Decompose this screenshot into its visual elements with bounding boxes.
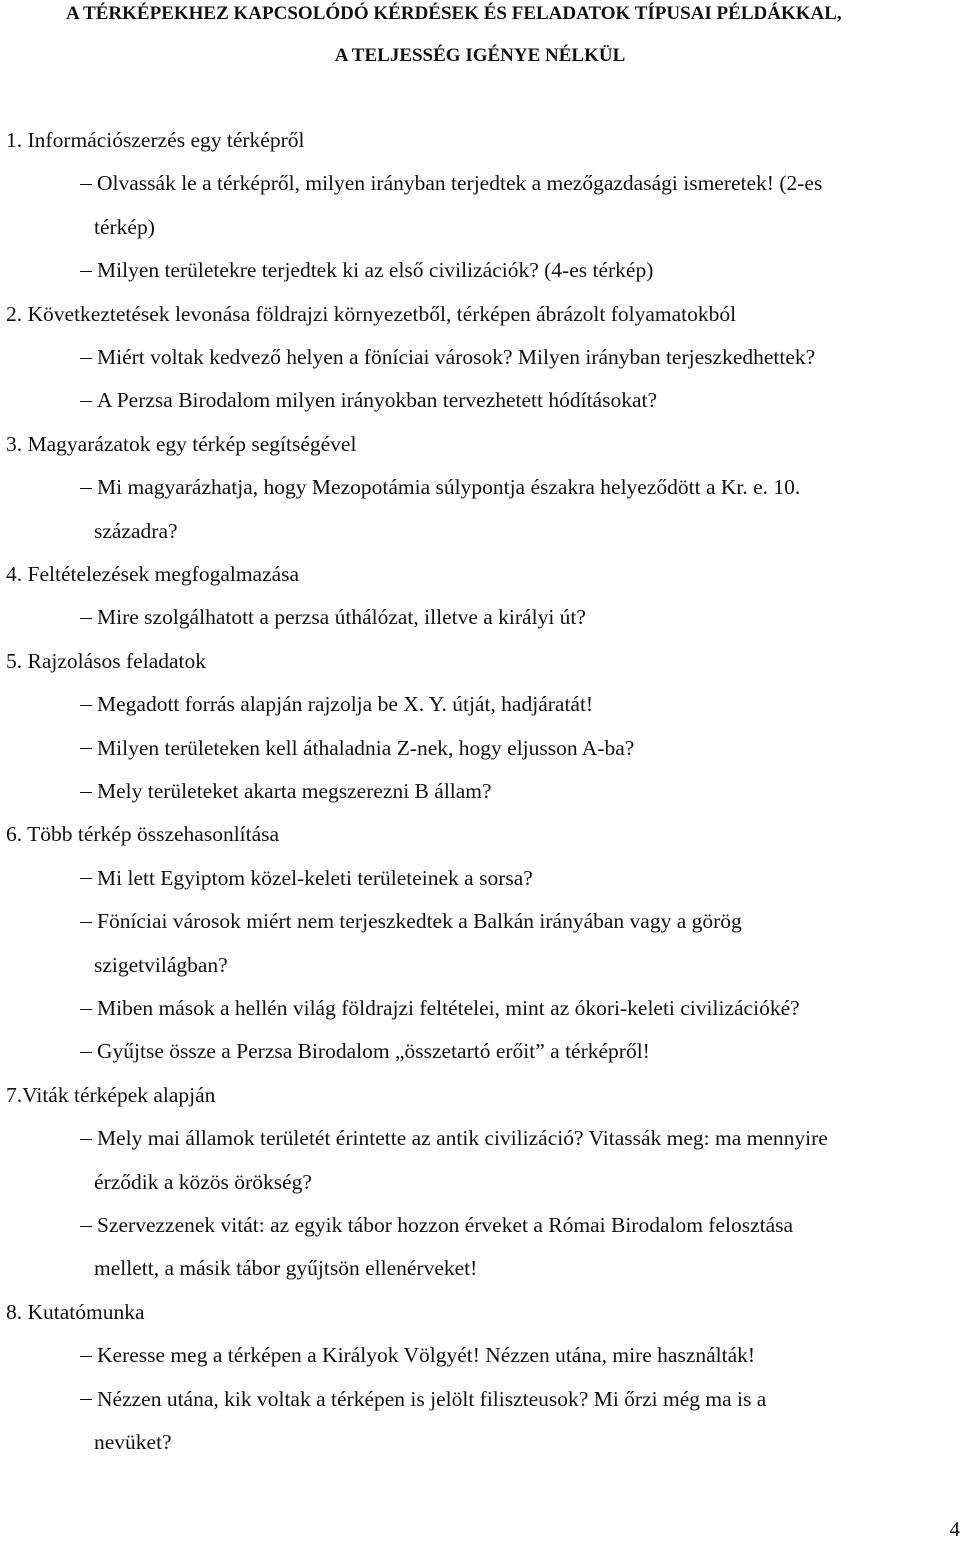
bullet-item-continuation <box>94 214 155 240</box>
section-number: 2. <box>6 301 23 326</box>
dash-bullet-icon <box>80 358 92 359</box>
section-heading <box>6 561 299 587</box>
bullet-item <box>80 1038 650 1064</box>
bullet-text: érződik a közös örökség? <box>94 1169 312 1194</box>
bullet-text: mellett, a másik tábor gyűjtsön ellenérveket! <box>94 1256 478 1281</box>
bullet-text: Föníciai városok miért nem terjeszkedtek a Balkán irányában vagy a görög <box>97 909 742 934</box>
section-heading-text: Viták térképek alapján <box>22 1082 216 1107</box>
dash-bullet-icon <box>80 1009 92 1010</box>
section-heading <box>6 127 304 153</box>
dash-bullet-icon <box>80 1399 92 1400</box>
dash-bullet-icon <box>80 748 92 749</box>
bullet-text: Milyen területeken kell áthaladnia Z-nek, hogy eljusson A-ba? <box>97 735 635 760</box>
bullet-item <box>80 735 634 761</box>
bullet-text: szigetvilágban? <box>94 952 228 977</box>
dash-bullet-icon <box>80 1139 92 1140</box>
bullet-item <box>80 865 533 891</box>
dash-bullet-icon <box>80 705 92 706</box>
bullet-item <box>80 778 492 804</box>
section-heading <box>6 648 206 674</box>
bullet-item <box>80 908 742 934</box>
bullet-text: A Perzsa Birodalom milyen irányokban tervezhetett hódításokat? <box>97 388 658 413</box>
section-number: 4. <box>6 562 23 586</box>
bullet-text: Mire szolgálhatott a perzsa úthálózat, illetve a királyi út? <box>97 605 586 630</box>
bullet-item <box>80 387 657 413</box>
bullet-text: századra? <box>94 518 178 543</box>
section-number: 7. <box>6 1082 23 1107</box>
dash-bullet-icon <box>80 1356 92 1357</box>
dash-bullet-icon <box>80 1052 92 1053</box>
bullet-item <box>80 257 653 283</box>
bullet-text: Szervezzenek vitát: az egyik tábor hozzon érveket a Római Birodalom felosztása <box>97 1213 794 1237</box>
section-number: 6. <box>6 822 23 847</box>
bullet-item-continuation <box>94 1255 477 1281</box>
bullet-item <box>80 344 815 370</box>
bullet-item <box>80 1342 755 1368</box>
bullet-text: Gyűjtse össze a Perzsa Birodalom „összetartó erőit” a térképről! <box>97 1039 650 1064</box>
bullet-text: Miért voltak kedvező helyen a föníciai városok? Milyen irányban terjeszkedhettek? <box>97 345 816 369</box>
bullet-text: Miben mások a hellén világ földrajzi feltételei, mint az ókori-keleti civilizációké? <box>97 996 800 1020</box>
section-heading <box>6 1299 145 1325</box>
bullet-text: Mi lett Egyiptom közel-keleti területeinek a sorsa? <box>97 865 533 890</box>
bullet-text: Mi magyarázhatja, hogy Mezopotámia súlypontja északra helyeződött a Kr. e. 10. <box>97 475 801 500</box>
section-heading <box>6 821 279 847</box>
bullet-item <box>80 1125 828 1151</box>
dash-bullet-icon <box>80 271 92 272</box>
bullet-item <box>80 474 800 500</box>
bullet-item-continuation <box>94 1429 172 1455</box>
section-heading-text: Több térkép összehasonlítása <box>27 822 280 847</box>
section-heading-text: Kutatómunka <box>27 1299 145 1324</box>
document-title-line-1: A TÉRKÉPEKHEZ KAPCSOLÓDÓ KÉRDÉSEK ÉS FELADATOK TÍPUSAI PÉLDÁKKAL, <box>66 3 842 24</box>
section-heading-text: Információszerzés egy térképről <box>27 128 305 152</box>
bullet-item-continuation <box>94 1169 312 1195</box>
page-number: 4 <box>949 1517 960 1541</box>
document-title-line-2: A TELJESSÉG IGÉNYE NÉLKÜL <box>334 45 626 66</box>
bullet-item <box>80 604 586 630</box>
dash-bullet-icon <box>80 488 92 489</box>
bullet-item <box>80 691 593 717</box>
dash-bullet-icon <box>80 922 92 923</box>
bullet-item-continuation <box>94 952 228 978</box>
section-number: 1. <box>6 128 23 152</box>
section-heading-text: Rajzolásos feladatok <box>27 648 207 673</box>
section-heading-text: Feltételezések megfogalmazása <box>27 562 300 586</box>
section-number: 8. <box>6 1299 23 1324</box>
dash-bullet-icon <box>80 401 92 402</box>
bullet-text: térkép) <box>94 214 155 239</box>
bullet-item <box>80 995 800 1021</box>
bullet-text: Mely mai államok területét érintette az antik civilizáció? Vitassák meg: ma mennyire <box>97 1126 828 1151</box>
bullet-text: Milyen területekre terjedtek ki az első civilizációk? (4-es térkép) <box>97 258 654 283</box>
section-heading <box>6 431 356 457</box>
dash-bullet-icon <box>80 792 92 793</box>
section-number: 5. <box>6 648 23 673</box>
section-heading-text: Magyarázatok egy térkép segítségével <box>27 431 357 456</box>
bullet-text: Mely területeket akarta megszerezni B állam? <box>97 779 492 803</box>
bullet-text: Nézzen utána, kik voltak a térképen is jelölt filiszteusok? Mi őrzi még ma is a <box>97 1386 767 1411</box>
dash-bullet-icon <box>80 878 92 879</box>
bullet-item <box>80 1386 766 1412</box>
bullet-item <box>80 1212 793 1238</box>
bullet-text: Keresse meg a térképen a Királyok Völgyét! Nézzen utána, mire használták! <box>97 1343 756 1368</box>
section-heading-text: Következtetések levonása földrajzi környezetből, térképen ábrázolt folyamatokból <box>27 301 737 326</box>
section-heading <box>6 301 736 327</box>
bullet-item-continuation <box>94 518 178 544</box>
bullet-item <box>80 170 822 196</box>
dash-bullet-icon <box>80 618 92 619</box>
section-heading <box>6 1082 215 1108</box>
dash-bullet-icon <box>80 184 92 185</box>
bullet-text: Olvassák le a térképről, milyen irányban terjedtek a mezőgazdasági ismeretek! (2-es <box>97 171 823 196</box>
bullet-text: nevüket? <box>94 1430 172 1454</box>
dash-bullet-icon <box>80 1226 92 1227</box>
section-number: 3. <box>6 431 23 456</box>
bullet-text: Megadott forrás alapján rajzolja be X. Y. útját, hadjáratát! <box>97 692 594 717</box>
